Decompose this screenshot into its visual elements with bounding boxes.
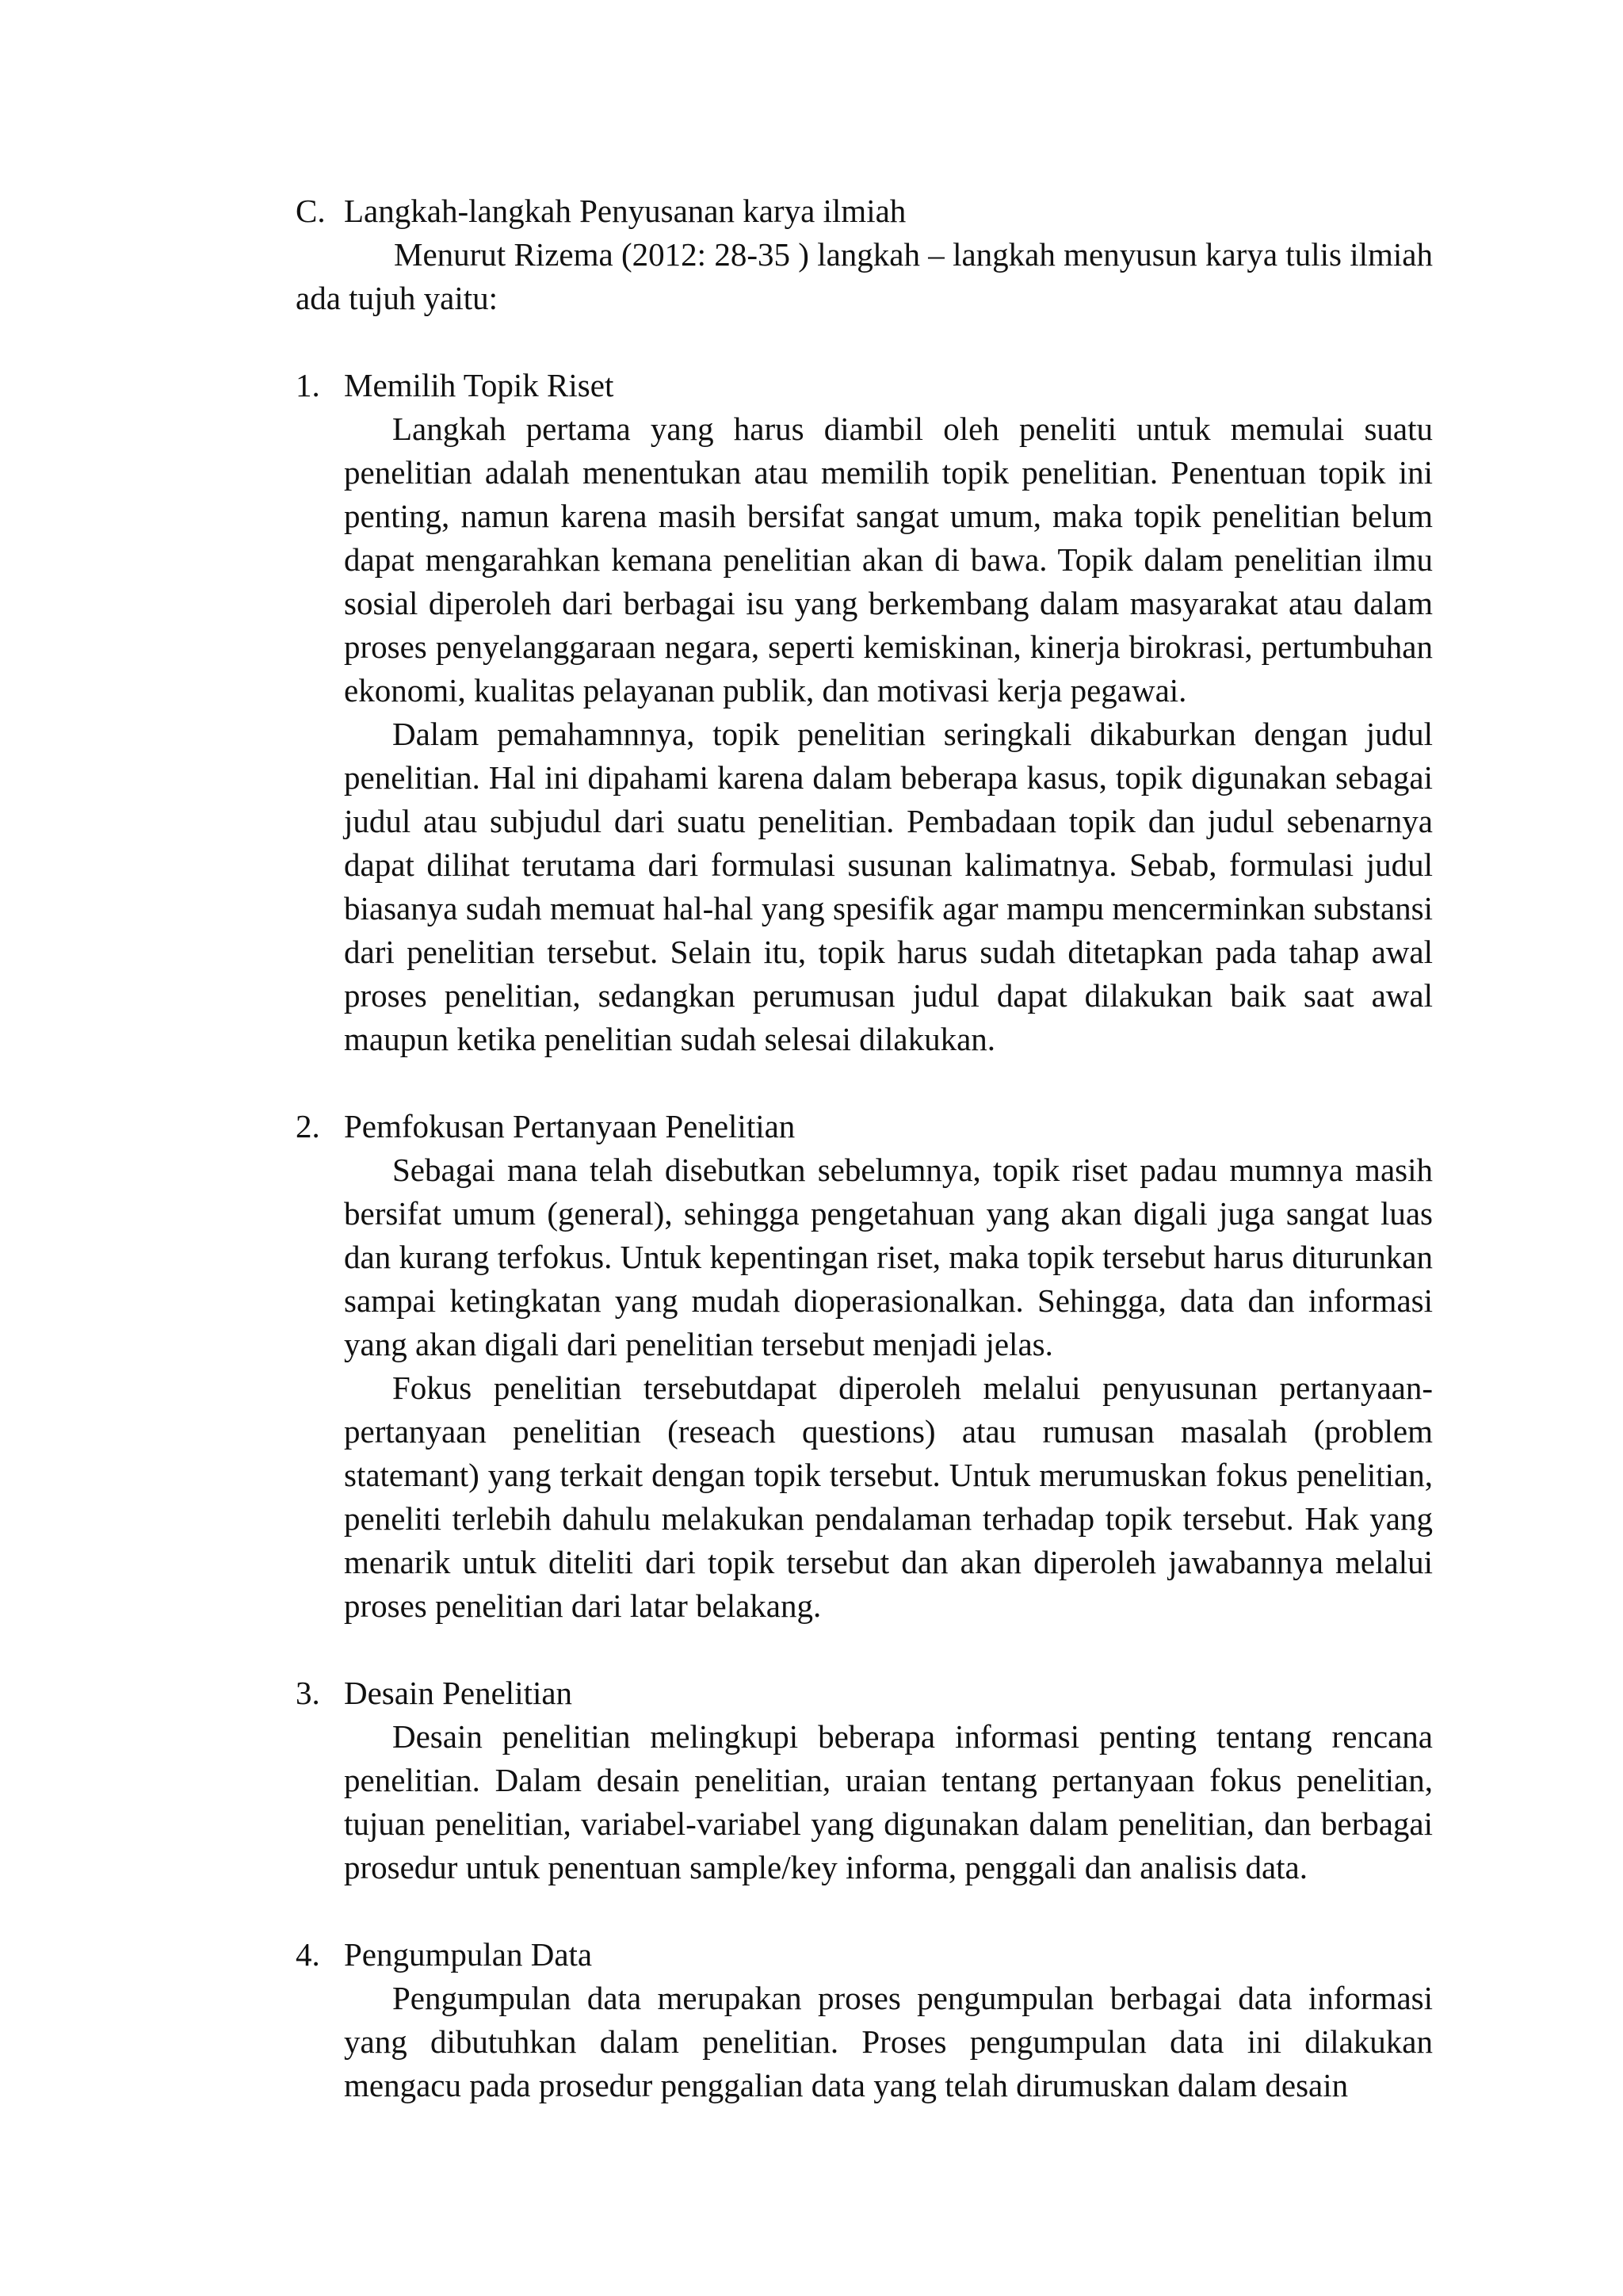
- list-item-number: 3.: [296, 1675, 320, 1711]
- list-item-title: Desain Penelitian: [344, 1675, 573, 1711]
- section-title: Langkah-langkah Penyusanan karya ilmiah: [344, 193, 907, 229]
- spacer: [296, 1061, 1433, 1105]
- spacer: [296, 1628, 1433, 1671]
- list-item-heading: [296, 364, 1433, 407]
- body-paragraph: Langkah pertama yang harus diambil oleh peneliti untuk memulai suatu penelitian adalah menentukan atau memilih topik penelitian. Penentuan topik ini penting, namun karena masih bersifat sangat umum, maka topik penelitian belum dapat mengarahkan kemana penelitian akan di bawa. Topik dalam penelitian ilmu sosial diperoleh dari berbagai isu yang berkembang dalam masyarakat atau dalam proses penyelanggaraan negara, seperti kemiskinan, kinerja birokrasi, pertumbuhan ekonomi, kualitas pelayanan publik, dan motivasi kerja pegawai.: [344, 411, 1433, 709]
- section-heading: [296, 189, 1433, 233]
- body-paragraph: Fokus penelitian tersebutdapat diperoleh melalui penyusunan pertanyaan-pertanyaan penelitian (reseach questions) atau rumusan masalah (problem statemant) yang terkait dengan topik tersebut. Untuk merumuskan fokus penelitian, peneliti terlebih dahulu melakukan pendalaman terhadap topik tersebut. Hak yang menarik untuk diteliti dari topik tersebut dan akan diperoleh jawabannya melalui proses penelitian dari latar belakang.: [344, 1370, 1433, 1624]
- spacer: [296, 320, 1433, 364]
- list-item-number: 1.: [296, 367, 320, 403]
- list-item-title: Memilih Topik Riset: [344, 367, 614, 403]
- body-paragraph: Pengumpulan data merupakan proses pengumpulan berbagai data informasi yang dibutuhkan dalam penelitian. Proses pengumpulan data ini dilakukan mengacu pada prosedur penggalian data yang telah dirumuskan dalam desain: [344, 1980, 1433, 2103]
- intro-paragraph: Menurut Rizema (2012: 28-35 ) langkah – langkah menyusun karya tulis ilmiah ada tujuh yaitu:: [296, 236, 1433, 316]
- list-item-number: 4.: [296, 1936, 320, 1973]
- body-paragraph: Desain penelitian melingkupi beberapa informasi penting tentang rencana penelitian. Dalam desain penelitian, uraian tentang pertanyaan fokus penelitian, tujuan penelitian, variabel-variabel yang digunakan dalam penelitian, dan berbagai prosedur untuk penentuan sample/key informa, penggali dan analisis data.: [344, 1718, 1433, 1885]
- list-item-title: Pengumpulan Data: [344, 1936, 593, 1973]
- list-item-number: 2.: [296, 1108, 320, 1144]
- body-paragraph: Dalam pemahamnnya, topik penelitian seringkali dikaburkan dengan judul penelitian. Hal ini dipahami karena dalam beberapa kasus, topik digunakan sebagai judul atau subjudul dari suatu penelitian. Pembadaan topik dan judul sebenarnya dapat dilihat terutama dari formulasi susunan kalimatnya. Sebab, formulasi judul biasanya sudah memuat hal-hal yang spesifik agar mampu mencerminkan substansi dari penelitian tersebut. Selain itu, topik harus sudah ditetapkan pada tahap awal proses penelitian, sedangkan perumusan judul dapat dilakukan baik saat awal maupun ketika penelitian sudah selesai dilakukan.: [344, 716, 1433, 1057]
- body-paragraph: Sebagai mana telah disebutkan sebelumnya, topik riset padau mumnya masih bersifat umum (general), sehingga pengetahuan yang akan digali juga sangat luas dan kurang terfokus. Untuk kepentingan riset, maka topik tersebut harus diturunkan sampai ketingkatan yang mudah dioperasionalkan. Sehingga, data dan informasi yang akan digali dari penelitian tersebut menjadi jelas.: [344, 1152, 1433, 1362]
- spacer: [296, 1889, 1433, 1933]
- section-marker: C.: [296, 193, 326, 229]
- list-item-heading: [296, 1933, 1433, 1977]
- list-item-heading: [296, 1671, 1433, 1715]
- list-item-heading: [296, 1105, 1433, 1148]
- document-body: [296, 189, 1433, 2107]
- list-item-title: Pemfokusan Pertanyaan Penelitian: [344, 1108, 796, 1144]
